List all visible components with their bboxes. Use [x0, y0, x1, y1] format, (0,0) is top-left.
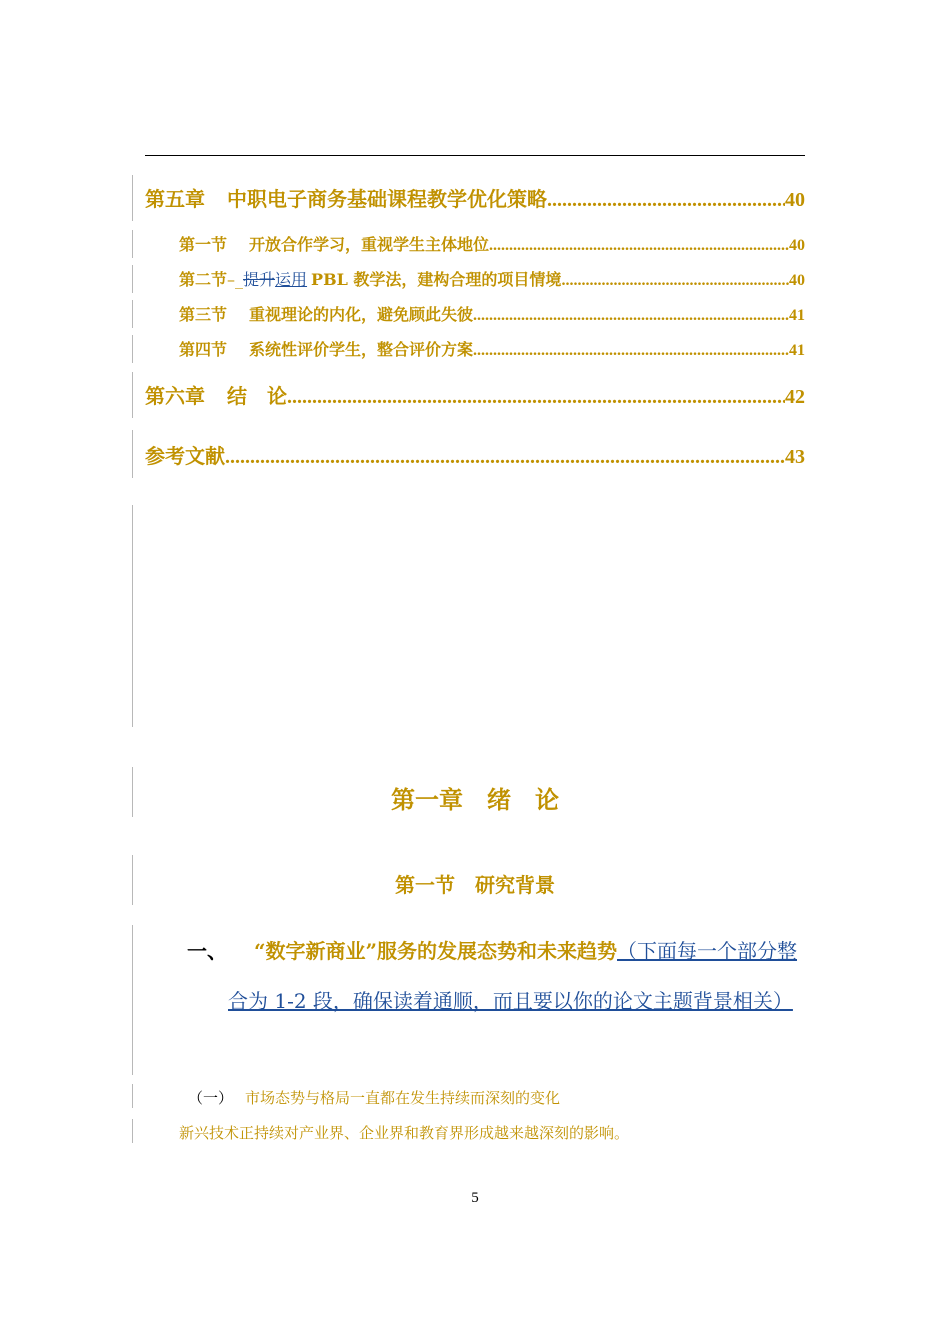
- change-bar: [132, 430, 133, 478]
- toc-entry-section[interactable]: [179, 303, 805, 325]
- editor-note: （下面每一个部分整合为 1-2 段，确保读着通顺，而且要以你的论文主题背景相关）: [228, 939, 798, 1013]
- toc-entry-chapter6[interactable]: [145, 383, 805, 409]
- change-bar: [132, 335, 133, 363]
- change-bar: [132, 265, 133, 293]
- page-number: 5: [471, 1190, 479, 1206]
- toc-page-number: 41: [789, 342, 805, 359]
- toc-page-number: 43: [785, 446, 805, 468]
- subsection-title: “数字新商业”服务的发展态势和未来趋势: [254, 939, 618, 963]
- change-bar: [132, 1119, 133, 1143]
- chapter-heading: 第一章 绪 论: [391, 785, 559, 814]
- toc-page-number: 40: [785, 189, 805, 211]
- change-bar: [132, 175, 133, 221]
- subsection-number: 一、: [187, 939, 227, 963]
- toc-entry-references[interactable]: [145, 443, 805, 469]
- toc-section-label: 第一节: [179, 235, 228, 254]
- toc-leader: [473, 342, 789, 360]
- toc-section-title: PBL 教学法，建构合理的项目情境: [311, 270, 562, 289]
- toc-section-label: 第三节: [179, 305, 228, 324]
- body-paragraph: 新兴技术正持续对产业界、企业界和教育界形成越来越深刻的影响。: [179, 1124, 630, 1142]
- toc-chapter-title: 中职电子商务基础课程教学优化策略: [227, 187, 547, 211]
- toc-leader: [225, 446, 785, 469]
- toc-entry-chapter5[interactable]: [145, 186, 805, 212]
- subsection-heading: [187, 926, 806, 1026]
- toc-section-label: 第四节: [179, 340, 228, 359]
- change-bar: [132, 925, 133, 1075]
- change-bar: [132, 505, 133, 727]
- toc-entry-section[interactable]: [179, 233, 805, 255]
- toc-page-number: 42: [785, 386, 805, 408]
- toc-leader: [287, 386, 785, 409]
- toc-section-label: 第二节: [179, 270, 228, 289]
- tracked-deletion: 提升: [243, 270, 276, 289]
- toc-chapter-label: 第五章: [145, 187, 205, 211]
- toc-page-number: 40: [789, 272, 805, 289]
- toc-section-title: 系统性评价学生，整合评价方案: [249, 340, 474, 359]
- toc-leader: [473, 307, 789, 325]
- toc-chapter-title: 结 论: [227, 384, 287, 408]
- sub-item-heading: [188, 1087, 560, 1108]
- toc-leader: [489, 237, 789, 255]
- toc-page-number: 41: [789, 307, 805, 324]
- sub-item-number: （一）: [188, 1089, 234, 1107]
- toc-leader: [547, 189, 785, 212]
- toc-chapter-label: 第六章: [145, 384, 205, 408]
- toc-section-title: 开放合作学习，重视学生主体地位: [249, 235, 490, 254]
- toc-leader: [561, 272, 789, 290]
- toc-page-number: 40: [789, 237, 805, 254]
- toc-references-title: 参考文献: [145, 444, 225, 468]
- toc-entry-section[interactable]: [179, 338, 805, 360]
- change-bar: [132, 1084, 133, 1108]
- sub-item-title: 市场态势与格局一直都在发生持续而深刻的变化: [245, 1089, 561, 1107]
- section-heading: 第一节 研究背景: [395, 873, 555, 897]
- toc-entry-section[interactable]: 第二节–_提升运用 PBL 教学法，建构合理的项目情境 ..... 40: [179, 268, 805, 290]
- change-bar: [132, 372, 133, 418]
- header-rule: [145, 155, 805, 156]
- tracked-insertion: 运用: [275, 270, 308, 289]
- toc-section-title: 重视理论的内化，避免顾此失彼: [249, 305, 474, 324]
- change-bar: [132, 230, 133, 258]
- change-bar: [132, 300, 133, 328]
